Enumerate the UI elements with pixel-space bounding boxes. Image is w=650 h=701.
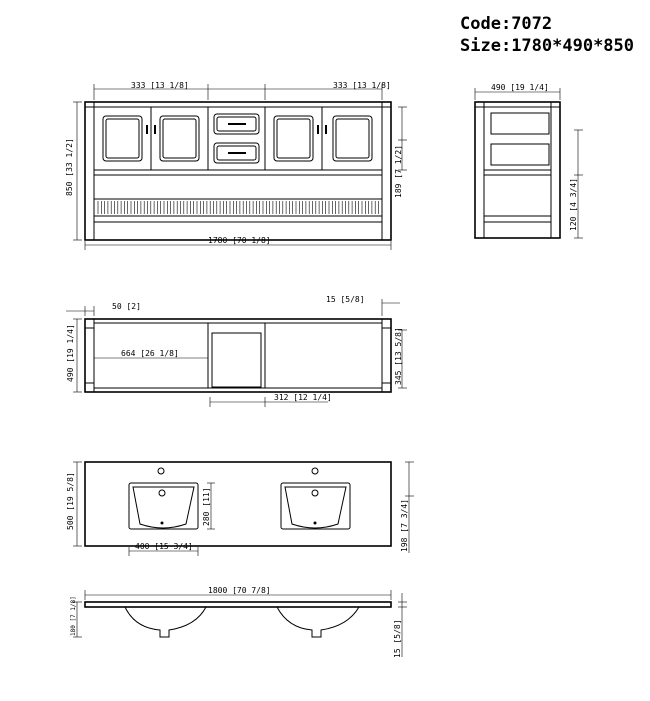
countertop-top-view bbox=[66, 462, 414, 556]
section-slab bbox=[85, 602, 391, 607]
front-doors bbox=[94, 107, 382, 170]
dim-section-width: 1800 [70 7/8] bbox=[208, 586, 271, 595]
dim-top-right: 333 [13 1/8] bbox=[333, 81, 391, 90]
countertop-section-view bbox=[70, 586, 407, 658]
side-elevation bbox=[475, 83, 583, 238]
dim-sink-depth: 280 [11] bbox=[202, 487, 211, 526]
dim-side-depth: 490 [19 1/4] bbox=[491, 83, 549, 92]
dim-bay-width: 664 [26 1/8] bbox=[121, 349, 179, 358]
plan-view bbox=[66, 295, 407, 407]
countertop-outline bbox=[85, 462, 391, 546]
size-value: 1780*490*850 bbox=[511, 36, 635, 56]
dim-center-width: 312 [12 1/4] bbox=[274, 393, 332, 402]
size-label: Size: bbox=[460, 36, 512, 56]
dim-bowl-depth: 180 [7 1/8] bbox=[70, 596, 77, 636]
front-drawers bbox=[208, 107, 265, 170]
dim-leg-small: 15 [5/8] bbox=[326, 295, 365, 304]
dim-overall-height: 850 [33 1/2] bbox=[65, 138, 74, 196]
dim-leg-offset: 50 [2] bbox=[112, 302, 141, 311]
dim-section-thickness: 15 [5/8] bbox=[393, 619, 402, 658]
dim-top-left: 333 [13 1/8] bbox=[131, 81, 189, 90]
dim-faucet-offset: 198 [7 3/4] bbox=[400, 499, 409, 552]
cabinet-outline bbox=[85, 102, 391, 240]
dim-sink-width: 400 [15 3/4] bbox=[135, 542, 193, 551]
dim-overall-width: 1780 [70 1/8] bbox=[208, 236, 271, 245]
dim-shelf-height: 120 [4 3/4] bbox=[569, 178, 578, 231]
dim-plan-depth: 490 [19 1/4] bbox=[66, 324, 75, 382]
dim-drawer-height: 189 [7 1/2] bbox=[394, 145, 403, 198]
front-elevation bbox=[65, 81, 407, 250]
code-value: 7072 bbox=[511, 14, 553, 34]
dim-top-depth: 500 [19 5/8] bbox=[66, 472, 75, 530]
dim-inner-depth: 345 [13 5/8] bbox=[394, 327, 403, 385]
code-label: Code: bbox=[460, 14, 512, 34]
